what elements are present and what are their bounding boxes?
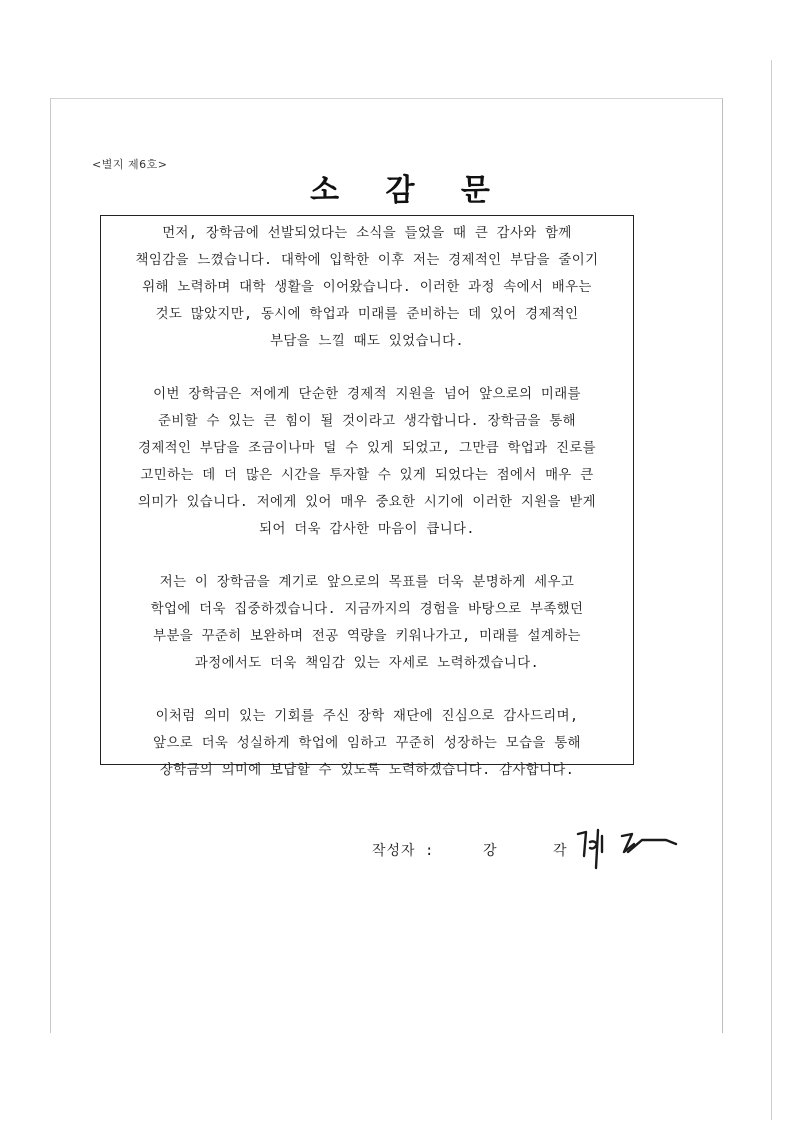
essay-content-box — [100, 215, 634, 778]
paragraph-line: 이처럼 의미 있는 기회를 주신 장학 재단에 진심으로 감사드리며, — [155, 709, 579, 724]
paragraph-4 — [109, 703, 625, 784]
paragraph-line: 책임감을 느꼈습니다. 대학에 입학한 이후 저는 경제적인 부담을 줄이기 — [135, 253, 599, 268]
annex-label: <별지 제6호> — [92, 158, 168, 171]
paragraph-3 — [109, 569, 625, 677]
author-label: 작성자 : — [372, 843, 435, 859]
paragraph-line: 이번 장학금은 저에게 단순한 경제적 지원을 넘어 앞으로의 미래를 — [153, 387, 581, 402]
paragraph-line: 경제적인 부담을 조금이나마 덜 수 있게 되었고, 그만큼 학업과 진로를 — [137, 441, 596, 456]
paragraph-line: 준비할 수 있는 큰 힘이 될 것이라고 생각합니다. 장학금을 통해 — [158, 414, 576, 429]
paragraph-line: 먼저, 장학금에 선발되었다는 소식을 들었을 때 큰 감사와 함께 — [162, 226, 572, 241]
paragraph-line: 학업에 더욱 집중하겠습니다. 지금까지의 경험을 바탕으로 부족했던 — [150, 602, 584, 617]
paragraph-line: 장학금의 의미에 보답할 수 있도록 노력하겠습니다. 감사합니다. — [159, 763, 575, 778]
paragraph-line: 것도 많았지만, 동시에 학업과 미래를 준비하는 데 있어 경제적인 — [155, 307, 579, 322]
paragraph-line: 의미가 있습니다. 저에게 있어 매우 중요한 시기에 이러한 지원을 받게 — [137, 495, 596, 510]
paragraph-line: 위해 노력하며 대학 생활을 이어왔습니다. 이러한 과정 속에서 배우는 — [142, 280, 592, 295]
paragraph-line: 되어 더욱 감사한 마음이 큽니다. — [259, 522, 475, 537]
scan-edge-line — [771, 60, 772, 1120]
handwritten-signature-icon — [570, 822, 680, 872]
paragraph-line: 저는 이 장학금을 계기로 앞으로의 목표를 더욱 분명하게 세우고 — [159, 575, 575, 590]
paragraph-line: 부분을 꾸준히 보완하며 전공 역량을 키워나가고, 미래를 설계하는 — [153, 629, 581, 644]
paragraph-line: 고민하는 데 더 많은 시간을 투자할 수 있게 되었다는 점에서 매우 큰 — [140, 468, 594, 483]
paragraph-line: 부담을 느낄 때도 있었습니다. — [270, 334, 464, 349]
paragraph-line: 앞으로 더욱 성실하게 학업에 임하고 꾸준히 성장하는 모습을 통해 — [153, 736, 581, 751]
paragraph-1 — [109, 220, 625, 355]
document-title: 소 감 문 — [310, 173, 508, 208]
paragraph-2 — [109, 381, 625, 543]
author-name: 강 각 — [483, 843, 591, 859]
paragraph-line: 과정에서도 더욱 책임감 있는 자세로 노력하겠습니다. — [194, 656, 540, 671]
